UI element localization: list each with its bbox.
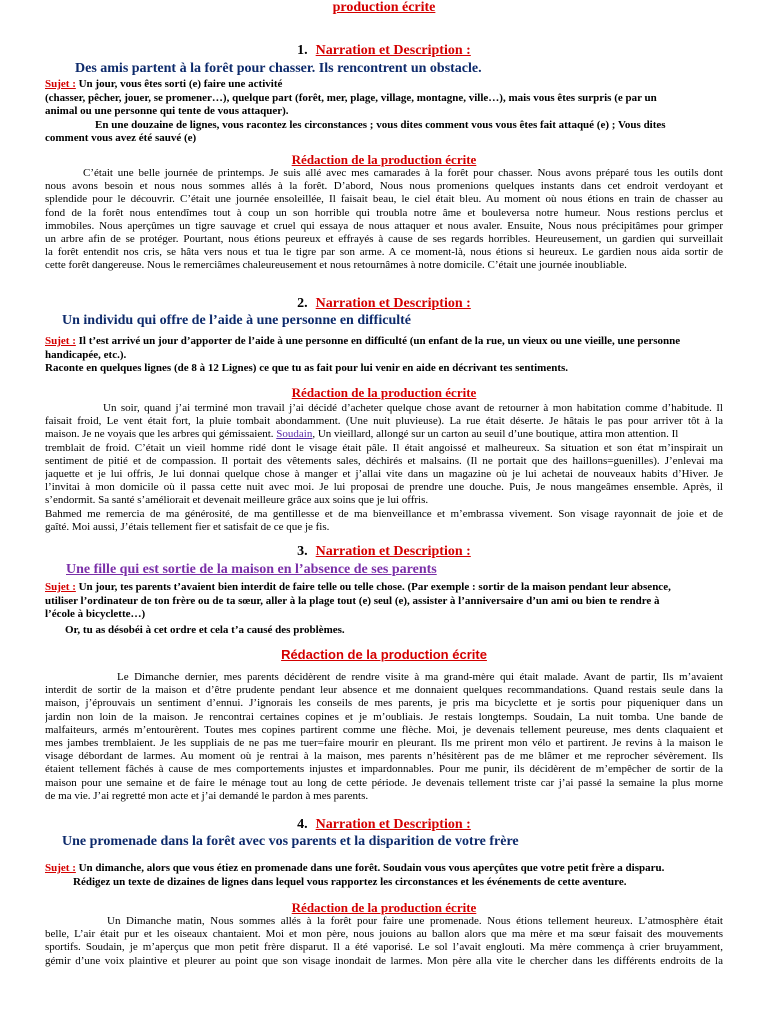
section-3-subtitle: Une fille qui est sortie de la maison en l’absence de ses parents <box>66 562 437 577</box>
text-line: de ma vie. J’ai regretté mon acte et j’ai demandé le pardon à mes parents. <box>45 789 369 802</box>
section-2-subtitle: Un individu qui offre de l’aide à une personne en difficulté <box>62 313 412 328</box>
sujet-line: comment vous avez été sauvé (e) <box>45 132 197 144</box>
text-line: belle, L’air était pur et les oiseaux chantaient. Moi et mon père, nous jouions au ballon alors que ma mère et ma sœur faisait des mouvements <box>45 928 723 941</box>
sujet-label: Sujet : <box>45 78 76 90</box>
text-line: étaient tellement fâchés à cause de mes comportements injustes et impardonnables. Pour me punir, ils décidèrent de m’empêcher de sortir de la <box>45 763 723 776</box>
text-line: sportifs. Soudain, je m’aperçus que mon petit frère disparut. Il a été vaporisé. Le sol l’avait englouti. Ma mère commença à crier bruyamment, <box>45 941 723 954</box>
text-line: jaquette et je lui offris, Je lui donnai quelque chose à manger et j’allai vite dans un magazine où je lui achetai de nouveaux habits d’Hiver. Je <box>45 468 723 481</box>
sujet-line: Sujet : Un jour, vous êtes sorti (e) faire une activité <box>45 78 283 90</box>
text-line: gaîté. Moi aussi, J’étais tellement fier et satisfait de ce que je fis. <box>45 520 330 533</box>
text-line: splendide pour le découvrir. C’était une journée ensoleillée, Il faisait beau, le ciel était bleu. Au moment où nous étions en train de chasser au <box>45 193 723 206</box>
sujet-line: Or, tu as désobéi à cet ordre et cela t’a causé des problèmes. <box>65 623 345 636</box>
sujet-line: utiliser l’ordinateur de ton frère ou de ta sœur, aller à la plage tout (e) seul (e), assister à l’anniversaire d’un ami ou bien te rendre à <box>45 594 660 607</box>
text-line: nous avons besoin et nous nous sommes allés à la forêt. D’abord, Nous nous promenions quelques instants dans cet endroit verdoyant et <box>45 180 723 193</box>
section-1-sujet <box>45 78 725 146</box>
sujet-line: Raconte en quelques lignes (de 8 à 12 Lignes) ce que tu as fait pour lui venir en aide en décrivant tes sentiments. <box>45 362 569 374</box>
sujet-line: handicapée, etc.). <box>45 348 127 361</box>
text-line: l’invitai à mon domicile où il passa cette nuit avec moi. Je lui proposai de prendre une douche. Puis, Je nous mangeâmes ensemble. Après, il <box>45 481 723 494</box>
text-line: Un soir, quand j’ai terminé mon travail j’ai décidé d’acheter quelque chose avant de retourner à mon habitation comme d’habitude. Il <box>103 402 723 414</box>
sujet-label: Sujet : <box>45 581 76 593</box>
sujet-line: Sujet : Un dimanche, alors que vous étiez en promenade dans une forêt. Soudain vous vous aperçûtes que votre petit frère a disparu. <box>45 862 665 874</box>
text-line: un arbre afin de se protéger. Pourtant, nous étions peureux et effrayés à cause de ses regards horribles. Heureusement, un gardien qui surveillait <box>45 233 723 246</box>
text-line: s’endormit. Sa santé s’améliorait et devenait meilleure grâce aux soins que je lui offris. <box>45 494 429 507</box>
section-2-heading <box>0 296 768 312</box>
sujet-label: Sujet : <box>45 862 76 874</box>
section-heading: Narration et Description : <box>315 544 471 559</box>
section-4-text <box>45 915 723 968</box>
sujet-line: Rédigez un texte de dizaines de lignes dans lequel vous rapportez les circonstances et les événements de cette aventure. <box>73 875 627 888</box>
section-number: 4. <box>297 817 308 832</box>
redaction-heading: Rédaction de la production écrite <box>291 152 477 167</box>
text-line: Le Dimanche dernier, mes parents décidèrent de rendre visite à ma grand-mère qui était malade. Avant de partir, Ils m’avaient <box>117 671 723 683</box>
page-title: production écrite <box>332 0 436 15</box>
section-heading: Narration et Description : <box>315 296 471 311</box>
text-line: sentiment de pitié et de compassion. Il portait des vêtements sales, déchirés et malsains. (Il ne portait que des haillons=guenilles). J’enlevai ma <box>45 454 723 467</box>
text-line: cette forêt dangereuse. Nous le remerciâmes chaleureusement et nous retournâmes à notre domicile. C’était une journée inoubliable. <box>45 259 627 272</box>
sujet-line: En une douzaine de lignes, vous racontez les circonstances ; vous dites comment vous vous êtes fait attaqué (e) ; Vous dites <box>95 118 666 131</box>
redaction-heading: Rédaction de la production écrite <box>281 647 487 662</box>
text-line: faisait froid, Le vent était fort, la pluie tombait abondamment. (Une nuit pluvieuse). La rue était déserte. Je hâtais le pas pour arriver tôt à la <box>45 415 723 428</box>
section-4-heading <box>0 817 768 833</box>
section-number: 1. <box>297 43 308 58</box>
text-line: maison, j’éprouvais un sentiment d’ennui. J’ignorais les conseils de mes parents, je pris ma bicyclette et je sortis pour piqueniquer dans un <box>45 697 723 710</box>
section-heading: Narration et Description : <box>315 43 471 58</box>
sujet-line: Sujet : Il t’est arrivé un jour d’apporter de l’aide à une personne en difficulté (un enfant de la rue, un vieux ou une vieille, une personne <box>45 335 681 347</box>
soudain-link[interactable]: Soudain <box>276 428 313 441</box>
sujet-line: animal ou une personne qui tente de vous attaquer). <box>45 105 289 117</box>
redaction-heading: Rédaction de la production écrite <box>291 900 477 915</box>
section-2-text <box>45 402 723 534</box>
text-line: jardin non loin de la maison. Je rencontrai certaines copines et je m’oubliais. Je restais longtemps. Soudain, La nuit tomba. Une bande de <box>45 710 723 723</box>
text-line: maison pour une semaine et de faire le ménage tout au long de cette période. Je devenais tellement triste car j’ai passé la semaine la plus morne <box>45 776 723 789</box>
text-line: maison. Je ne voyais que les arbres qui gémissaient. Soudain, Un vieillard, allongé sur un carton au seuil d’une boutique, attira mon attention. Il <box>45 428 679 441</box>
text-line: tremblait de froid. C’était un vieil homme ridé dont le visage était pâle. Il était angoissé et malheureux. Sa situation et son état m’inspirait un <box>45 441 723 454</box>
section-1-subtitle: Des amis partent à la forêt pour chasser. Ils rencontrent un obstacle. <box>75 61 482 76</box>
section-1-heading <box>0 43 768 59</box>
section-3-text <box>45 671 723 803</box>
section-3-heading <box>0 544 768 560</box>
text-line: gémir d’une voix plaintive et pleurer au point que son visage inondait de larmes. Mon père alla vite le chercher dans les différents endroits de la <box>45 954 723 967</box>
section-1-text <box>45 167 723 273</box>
text-line: interdit de sortir de la maison et d’être prudente pendant leur absence et me donnaient quelques recommandations. Quand restais seule dans la <box>45 684 723 697</box>
section-3-sujet <box>45 581 725 637</box>
sujet-label: Sujet : <box>45 335 76 347</box>
text-line: fond de la forêt nous entendîmes tout à coup un son horrible qui troubla notre âme et bouleversa notre humeur. Nous restions perclus et <box>45 206 723 219</box>
sujet-line: l’école à bicyclette…) <box>45 608 146 620</box>
text-line: visage débordant de larmes. Au moment où je rentrai à la maison, mes parents n’hésitèrent pas de me blâmer et me reprocher sévèrement. Ils <box>45 750 723 763</box>
section-4-subtitle: Une promenade dans la forêt avec vos parents et la disparition de votre frère <box>62 834 519 849</box>
section-number: 3. <box>297 544 308 559</box>
text-line: immobiles. Nous aperçûmes un tigre sauvage et cruel qui essaya de nous attaquer et nous avaler. Ensuite, Nous nous précipitâmes pour grimper <box>45 219 723 232</box>
text-line: Un Dimanche matin, Nous sommes allés à la forêt pour faire une promenade. Nous étions tellement heureux. L’atmosphère était <box>107 915 723 927</box>
section-2-sujet <box>45 335 725 376</box>
text-line: malfaiteurs, armés m’entourèrent. Toutes mes copines partirent comme une flèche. Moi, je devenais tellement peureuse, mes dents claquaient et <box>45 723 723 736</box>
redaction-heading: Rédaction de la production écrite <box>291 385 477 400</box>
text-line: Bahmed me remercia de ma générosité, de ma gentillesse et de ma bienveillance et m’embrassa vivement. Son visage rayonnait de joie et de <box>45 507 723 520</box>
section-number: 2. <box>297 296 308 311</box>
sujet-line: Sujet : Un jour, tes parents t’avaient bien interdit de faire telle ou telle chose. (Par exemple : sortir de la maison pendant leur absence, <box>45 581 671 593</box>
text-line: C’était une belle journée de printemps. Je suis allé avec mes camarades à la forêt pour chasser. Nous avons préparé tous les outils dont <box>83 167 723 179</box>
sujet-line: (chasser, pêcher, jouer, se promener…), quelque part (forêt, mer, plage, village, montagne, ville…), mais vous êtes surpris (e par un <box>45 91 657 104</box>
text-line: mes jambes tremblaient. Je les suppliais de ne pas me tuer=faire mourir en pleurant. Ils me prirent mon vélo et partirent. Je revins à la maison le <box>45 737 723 750</box>
section-4-sujet <box>45 862 725 889</box>
section-heading: Narration et Description : <box>315 817 471 832</box>
text-line: la forêt entendit nos cris, se hâta vers nous et tua le tigre par son arme. A ce moment-là, nous étions si heureux. Le gardien nous aida sortir de <box>45 246 723 259</box>
